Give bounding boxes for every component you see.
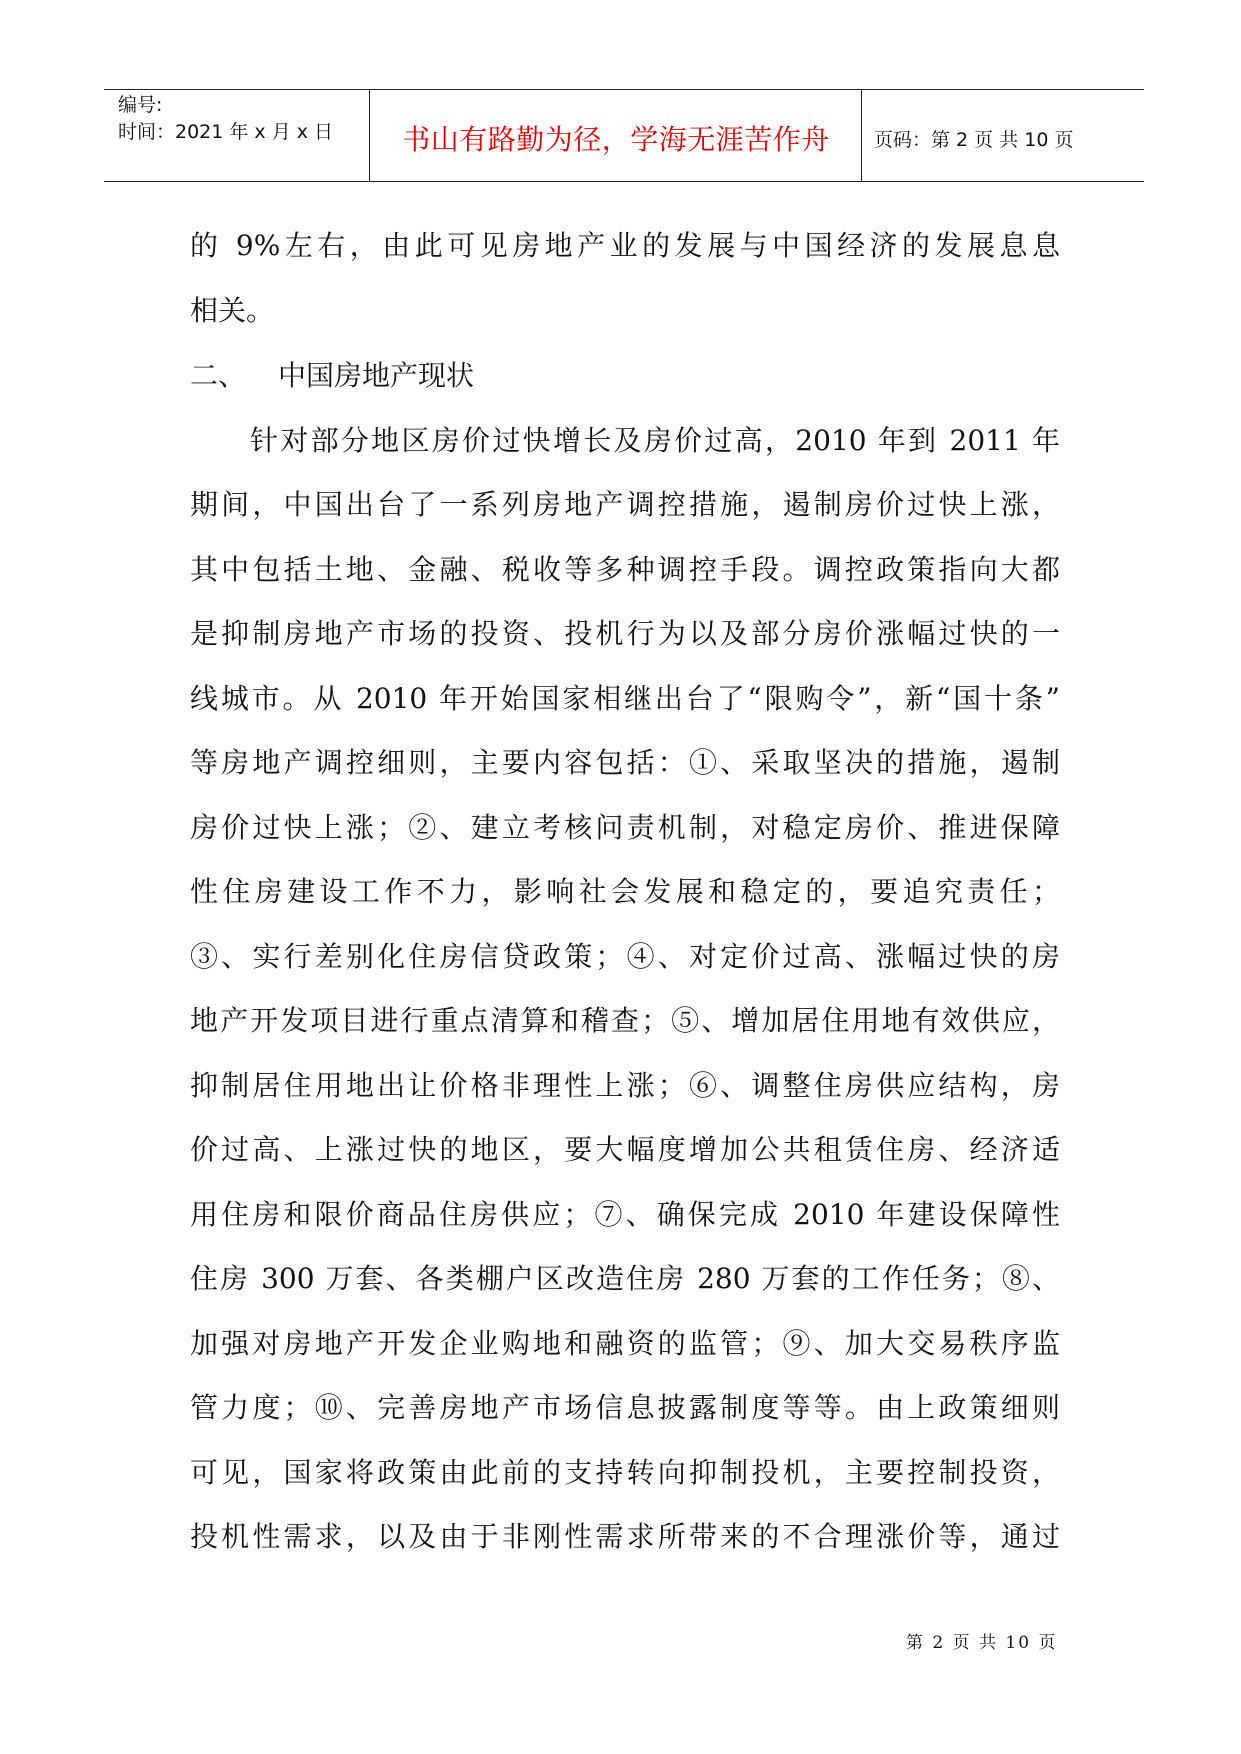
document-number-label: 编号:: [118, 94, 163, 116]
paragraph-line: 性住房建设工作不力，影响社会发展和稳定的，要追究责任；: [190, 875, 1060, 908]
paragraph-line: 地产开发项目进行重点清算和稽查；⑤、增加居住用地有效供应，: [190, 1004, 1060, 1037]
header-page-label: 页码：第 2 页 共 10 页: [874, 129, 1074, 151]
paragraph-line: 线城市。从 2010 年开始国家相继出台了“限购令”，新“国十条”: [190, 682, 1060, 715]
paragraph-line: ③、实行差别化住房信贷政策；④、对定价过高、涨幅过快的房: [190, 940, 1060, 973]
paragraph-line: 管力度；⑩、完善房地产市场信息披露制度等等。由上政策细则: [190, 1391, 1060, 1424]
paragraph-line: 投机性需求，以及由于非刚性需求所带来的不合理涨价等，通过: [190, 1520, 1060, 1553]
paragraph-line: 期间，中国出台了一系列房地产调控措施，遏制房价过快上涨，: [190, 488, 1060, 521]
section-heading: [190, 358, 474, 394]
paragraph-line: 加强对房地产开发企业购地和融资的监管；⑨、加大交易秩序监: [190, 1327, 1060, 1360]
paragraph-line: 抑制居住用地出让价格非理性上涨；⑥、调整住房供应结构，房: [190, 1069, 1060, 1102]
paragraph-line: 针对部分地区房价过快增长及房价过高，2010 年到 2011 年: [250, 424, 1060, 457]
header-motto: 书山有路勤为径，学海无涯苦作舟: [402, 123, 830, 156]
paragraph-line: 房价过快上涨；②、建立考核问责机制，对稳定房价、推进保障: [190, 811, 1060, 844]
paragraph-line: 用住房和限价商品住房供应；⑦、确保完成 2010 年建设保障性: [190, 1198, 1060, 1231]
header-top-rule: [104, 89, 1144, 90]
intro-line: 的 9%左右，由此可见房地产业的发展与中国经济的发展息息: [190, 229, 1060, 262]
paragraph-line: 等房地产调控细则，主要内容包括：①、采取坚决的措施，遏制: [190, 746, 1060, 779]
document-time-label: 时间：2021 年 x 月 x 日: [118, 121, 334, 143]
paragraph-line: 其中包括土地、金融、税收等多种调控手段。调控政策指向大都: [190, 553, 1060, 586]
intro-line: 相关。: [190, 294, 275, 327]
paragraph-line: 可见，国家将政策由此前的支持转向抑制投机，主要控制投资，: [190, 1456, 1060, 1489]
header-divider-left: [369, 89, 370, 181]
header-divider-right: [861, 89, 862, 181]
header-bottom-rule: [104, 181, 1144, 182]
paragraph-line: 是抑制房地产市场的投资、投机行为以及部分房价涨幅过快的一: [190, 617, 1060, 650]
paragraph-line: 价过高、上涨过快的地区，要大幅度增加公共租赁住房、经济适: [190, 1133, 1060, 1166]
section-title: 中国房地产现状: [278, 359, 475, 392]
footer-page-number: 第 2 页 共 10 页: [906, 1633, 1058, 1653]
paragraph-line: 住房 300 万套、各类棚户区改造住房 280 万套的工作任务；⑧、: [190, 1262, 1060, 1295]
section-number: 二、: [190, 359, 247, 392]
header-meta: [118, 92, 333, 146]
